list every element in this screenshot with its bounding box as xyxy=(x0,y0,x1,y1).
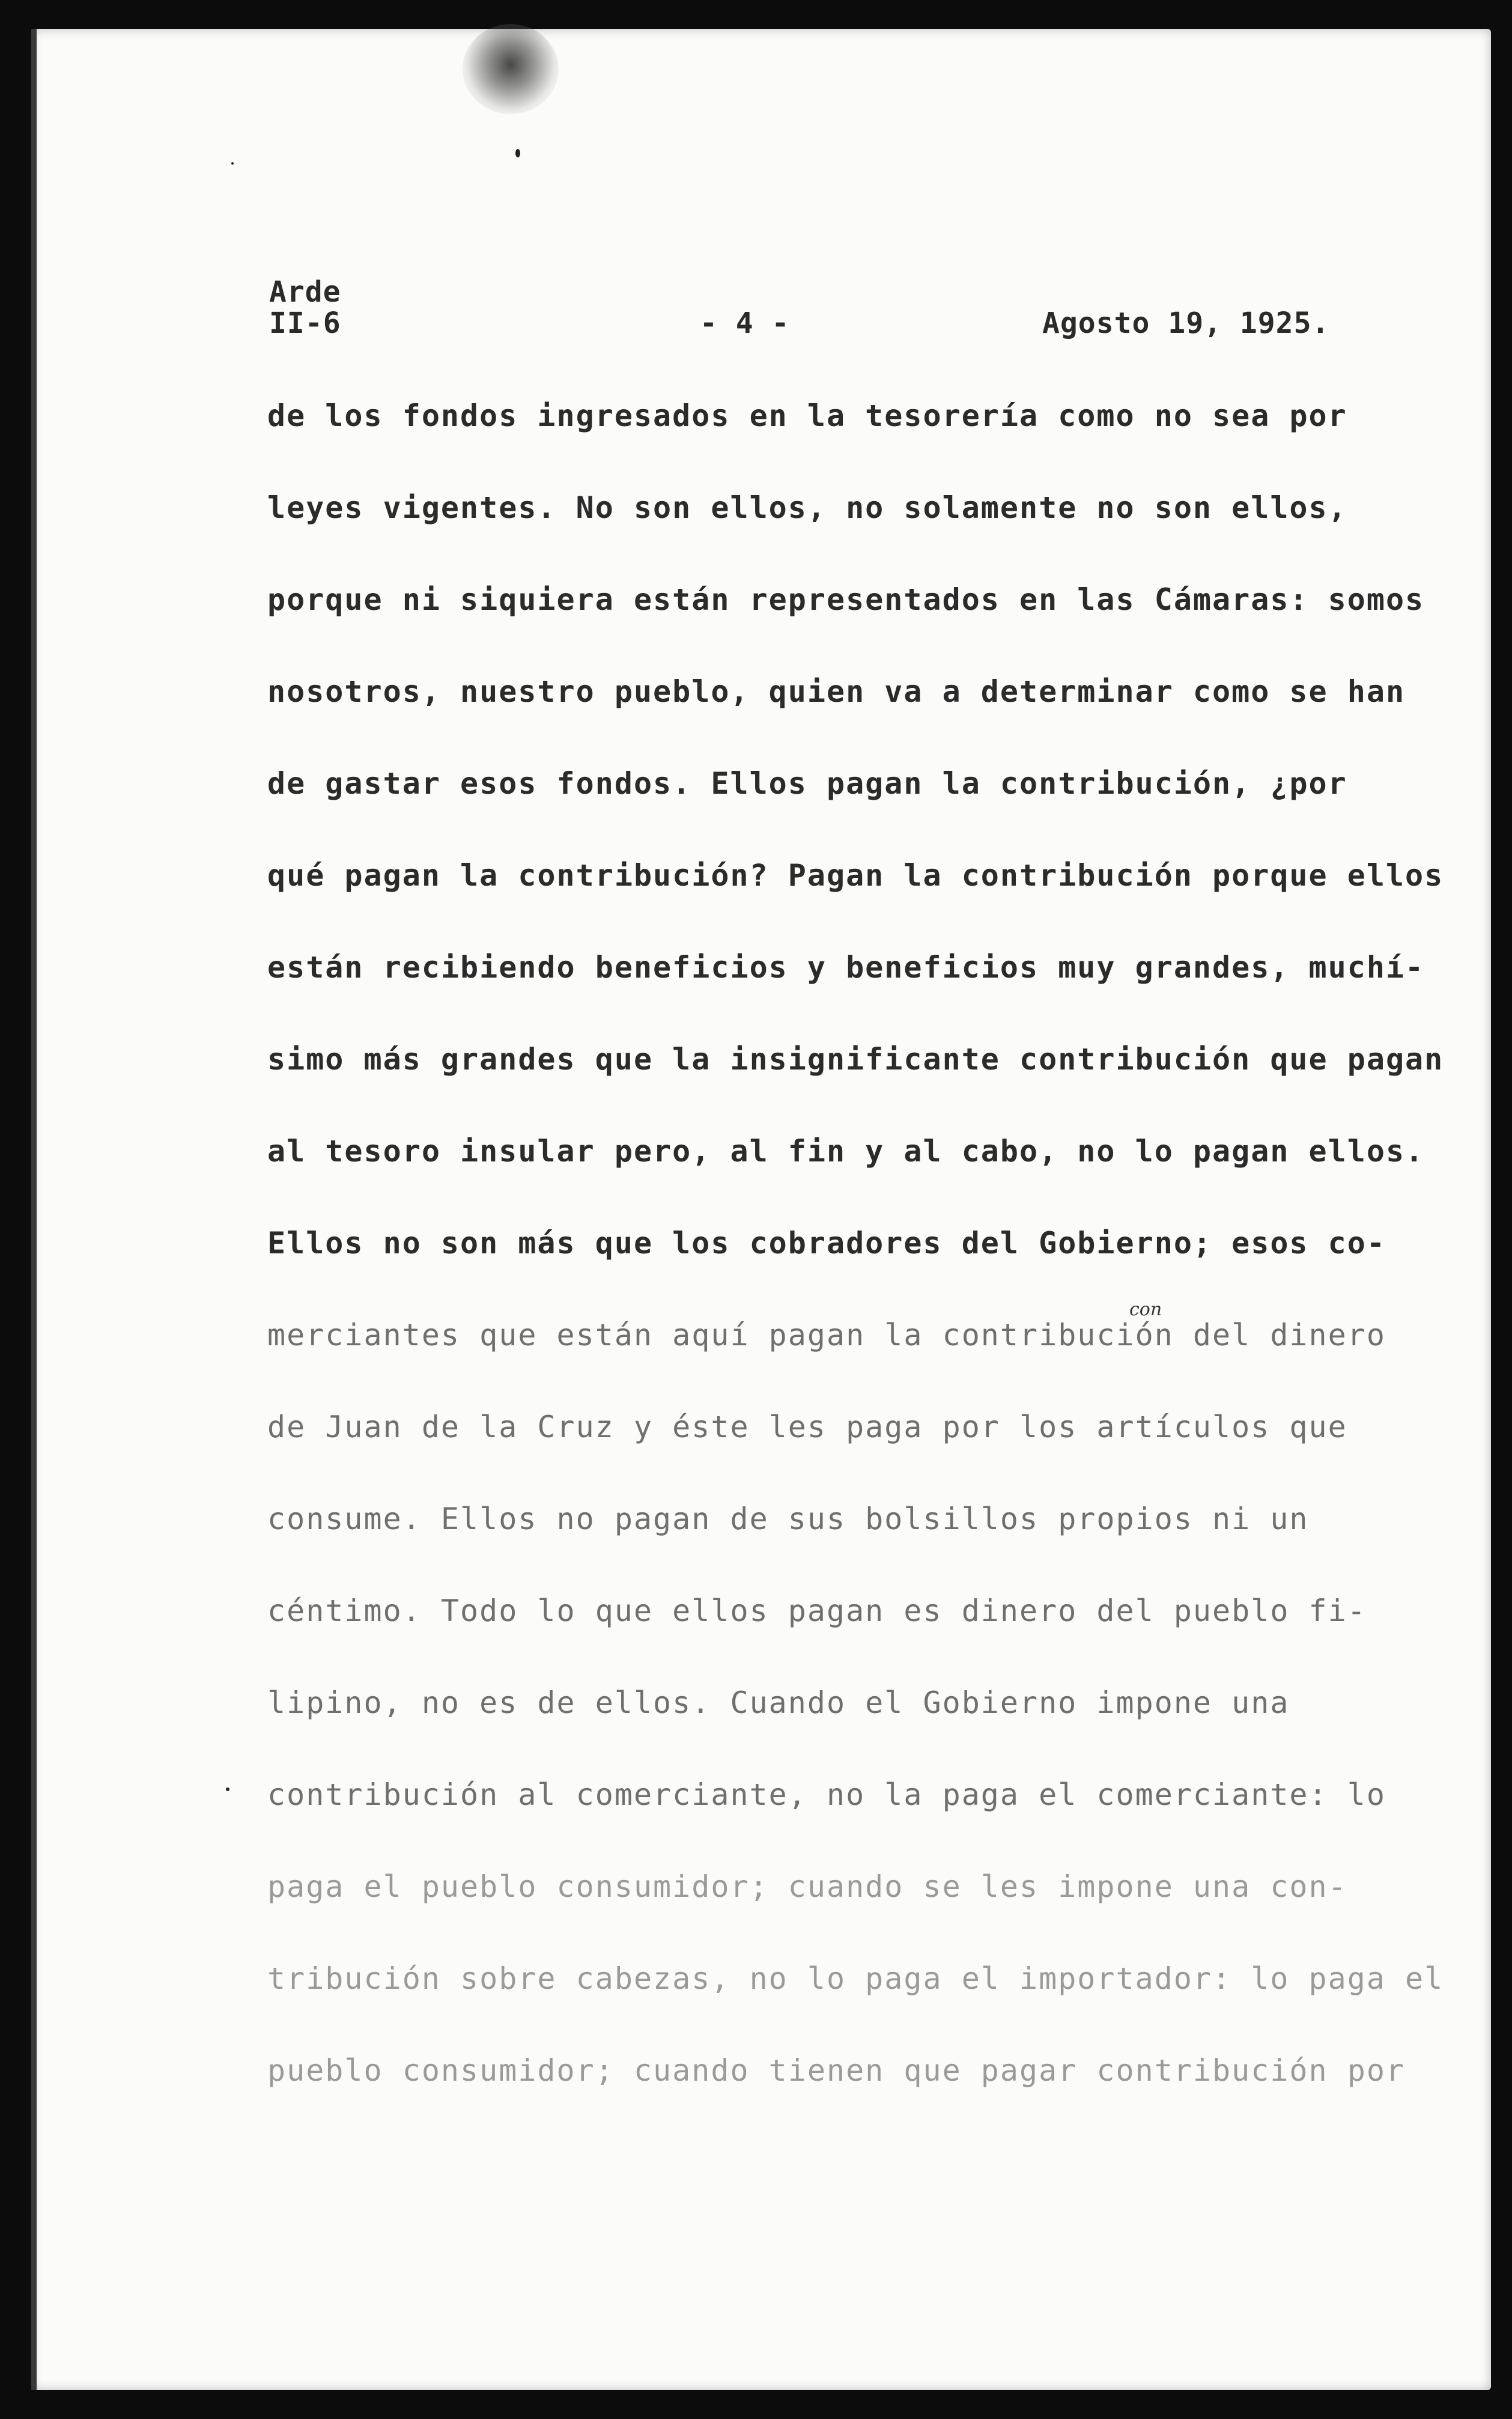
body-line: simo más grandes que la insignificante contribución que pagan xyxy=(267,1042,1444,1077)
author-initials: Arde xyxy=(269,275,341,309)
body-line: de los fondos ingresados en la tesorería como no sea por xyxy=(267,398,1347,433)
body-line: qué pagan la contribución? Pagan la contribución porque ellos xyxy=(267,858,1444,893)
body-line: paga el pueblo consumidor; cuando se les impone una con- xyxy=(267,1869,1347,1904)
body-line: de Juan de la Cruz y éste les paga por los artículos que xyxy=(267,1410,1347,1444)
ink-speck xyxy=(231,162,234,165)
body-line: contribución al comerciante, no la paga el comerciante: lo xyxy=(267,1777,1386,1812)
document-page xyxy=(31,29,1491,2390)
handwritten-annotation: con xyxy=(1129,1299,1162,1320)
document-date: Agosto 19, 1925. xyxy=(1042,306,1330,340)
scan-border xyxy=(0,2390,1512,2419)
body-line: están recibiendo beneficios y beneficios muy grandes, muchí- xyxy=(267,950,1425,985)
body-line: Ellos no son más que los cobradores del Gobierno; esos co- xyxy=(267,1226,1386,1261)
body-line: lipino, no es de ellos. Cuando el Gobierno impone una xyxy=(267,1685,1290,1720)
body-line: al tesoro insular pero, al fin y al cabo, no lo pagan ellos. xyxy=(267,1134,1425,1169)
ink-speck xyxy=(226,1788,229,1791)
body-line: céntimo. Todo lo que ellos pagan es dinero del pueblo fi- xyxy=(267,1593,1367,1628)
page-number: - 4 - xyxy=(700,306,790,340)
body-line: consume. Ellos no pagan de sus bolsillos propios ni un xyxy=(267,1502,1309,1536)
document-code: II-6 xyxy=(269,306,341,340)
body-line: pueblo consumidor; cuando tienen que pagar contribución por xyxy=(267,2053,1406,2088)
ink-speck xyxy=(515,149,520,157)
body-line: de gastar esos fondos. Ellos pagan la contribución, ¿por xyxy=(267,766,1347,801)
page-edge-rule xyxy=(31,29,37,2390)
body-line: merciantes que están aquí pagan la contribución del dinero xyxy=(267,1318,1386,1353)
body-line: tribución sobre cabezas, no lo paga el importador: lo paga el xyxy=(267,1961,1444,1996)
body-line: leyes vigentes. No son ellos, no solamente no son ellos, xyxy=(267,490,1347,525)
ink-smudge xyxy=(463,24,559,114)
body-line: nosotros, nuestro pueblo, quien va a determinar como se han xyxy=(267,674,1406,709)
body-line: porque ni siquiera están representados en las Cámaras: somos xyxy=(267,582,1425,617)
